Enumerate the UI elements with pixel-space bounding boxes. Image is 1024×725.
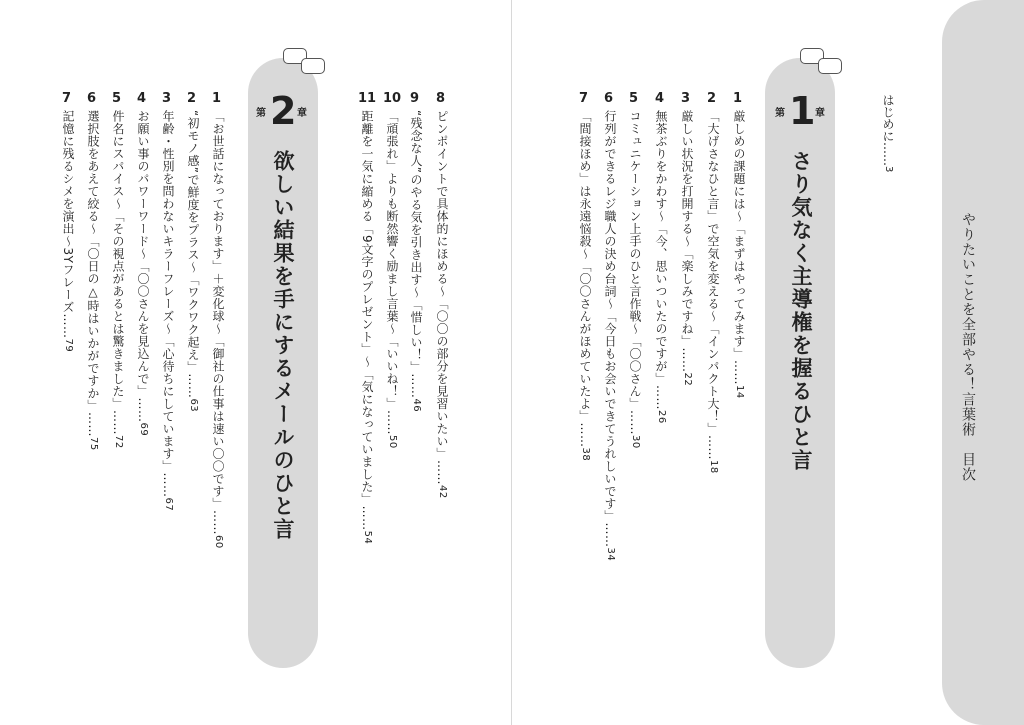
chapter1-label-bottom: 章 [815, 108, 825, 119]
toc-entry [85, 110, 102, 451]
toc-entry [679, 110, 696, 386]
toc-entry [627, 110, 644, 449]
entry-text: コミュニケーション上手のひと言作戦〜「〇〇さん」…… [628, 110, 642, 435]
entry-text: 厳しい状況を打開する〜「楽しみですね」…… [680, 110, 694, 373]
entry-text: 行列ができるレジ職人の決め台詞〜「今日もお会いできてうれしいです」…… [603, 110, 617, 548]
entry-page: 30 [630, 435, 641, 449]
entry-number: 6 [604, 91, 614, 106]
toc-entry [110, 110, 127, 449]
entry-page: 14 [734, 385, 745, 399]
toc-entry [577, 110, 594, 461]
toc-entry [60, 110, 77, 352]
entry-text: “残念な人”のやる気を引き出す〜「惜しい！」…… [409, 110, 423, 399]
entry-page: 38 [580, 447, 591, 462]
chapter2-label-bottom: 章 [297, 108, 307, 119]
toc-entry [160, 110, 177, 511]
entry-number: 8 [436, 91, 446, 106]
entry-page: 22 [682, 372, 693, 387]
toc-entry [434, 110, 451, 499]
entry-text: 記憶に残るシメを演出〜3Yフレーズ…… [61, 110, 75, 339]
entry-number: 9 [410, 91, 420, 106]
entry-number: 1 [733, 91, 743, 106]
book-title: やりたいことを全部やる！言葉術 目次 [960, 212, 976, 482]
entry-text: 年齢・性別を問わないキラーフレーズ〜「心待ちにしています」…… [161, 110, 175, 498]
chapter2-label-top: 第 [256, 108, 266, 119]
entry-text: お願い事のパワーワード〜「〇〇さんを見込んで」…… [136, 110, 150, 423]
intro-label: はじめに [881, 94, 895, 142]
entry-number: 11 [358, 91, 377, 106]
entry-number: 4 [137, 91, 147, 106]
entry-text: 距離を一気に縮める「9文字のプレゼント」〜「気になっていました」…… [360, 110, 374, 531]
toc-entry [135, 110, 152, 436]
entry-text: ピンポイントで具体的にほめる〜「〇〇の部分を見習いたい」…… [435, 110, 449, 485]
toc-entry [384, 110, 401, 449]
entry-page: 26 [656, 410, 667, 424]
entry-text: 厳しめの課題には〜「まずはやってみます」…… [732, 110, 746, 385]
toc-entry [602, 110, 619, 561]
entry-text: 「頑張れ」よりも断然響く励まし言葉〜「いいね！」…… [385, 110, 399, 435]
entry-page: 69 [138, 422, 149, 437]
intro-dots: …… [881, 142, 895, 166]
entry-number: 2 [187, 91, 197, 106]
entry-number: 5 [112, 91, 122, 106]
entry-text: 無茶ぶりをかわす〜「今、思いついたのですが」…… [654, 110, 668, 410]
entry-number: 7 [579, 91, 589, 106]
entry-number: 10 [383, 91, 402, 106]
entry-number: 3 [681, 91, 691, 106]
toc-entry [653, 110, 670, 424]
entry-page: 34 [605, 547, 616, 562]
entry-number: 6 [87, 91, 97, 106]
entry-text: 件名にスパイス〜「その視点があるとは驚きました」…… [111, 110, 125, 435]
entry-page: 79 [63, 338, 74, 353]
toc-entry [185, 110, 202, 412]
entry-text: 選択肢をあえて絞る〜「〇日の△時はいかがですか」…… [86, 110, 100, 437]
book-title-tab [942, 0, 1024, 725]
entry-number: 5 [629, 91, 639, 106]
intro-entry [880, 94, 897, 172]
entry-text: “初モノ感”で鮮度をプラス〜「ワクワク起え」…… [186, 110, 200, 399]
speech-bubble-icon [818, 58, 842, 74]
toc-entry [731, 110, 748, 399]
toc-entry [210, 110, 227, 549]
entry-number: 1 [212, 91, 222, 106]
speech-bubble-icon [301, 58, 325, 74]
chapter2-number: 2 [270, 89, 297, 133]
entry-page: 72 [113, 435, 124, 449]
entry-page: 63 [188, 398, 199, 413]
entry-text: 「大げさなひと言」で空気を変える〜「インパクト大！」…… [706, 110, 720, 460]
chapter1-label-top: 第 [775, 108, 785, 119]
entry-page: 54 [362, 530, 373, 545]
entry-page: 18 [708, 460, 719, 474]
entry-page: 50 [387, 435, 398, 449]
entry-text: 「お世話になっております」＋変化球〜「御社の仕事は速い〇〇です」…… [211, 110, 225, 535]
entry-number: 3 [162, 91, 172, 106]
toc-entry [408, 110, 425, 412]
entry-page: 42 [437, 485, 448, 499]
page-divider [511, 0, 512, 725]
chapter1-title: さり気なく主導権を握るひと言 [789, 150, 813, 472]
entry-page: 60 [213, 535, 224, 549]
entry-number: 2 [707, 91, 717, 106]
entry-page: 75 [88, 437, 99, 451]
entry-page: 67 [163, 497, 174, 512]
toc-entry [359, 110, 376, 544]
entry-number: 7 [62, 91, 72, 106]
chapter2-title: 欲しい結果を手にするメールのひと言 [271, 150, 295, 541]
entry-text: 「間接ほめ」は永遠悩殺〜「〇〇さんがほめていたよ」…… [578, 110, 592, 448]
intro-page: 3 [883, 166, 894, 173]
toc-entry [705, 110, 722, 474]
entry-page: 46 [411, 398, 422, 413]
entry-number: 4 [655, 91, 665, 106]
chapter1-number: 1 [789, 89, 816, 133]
